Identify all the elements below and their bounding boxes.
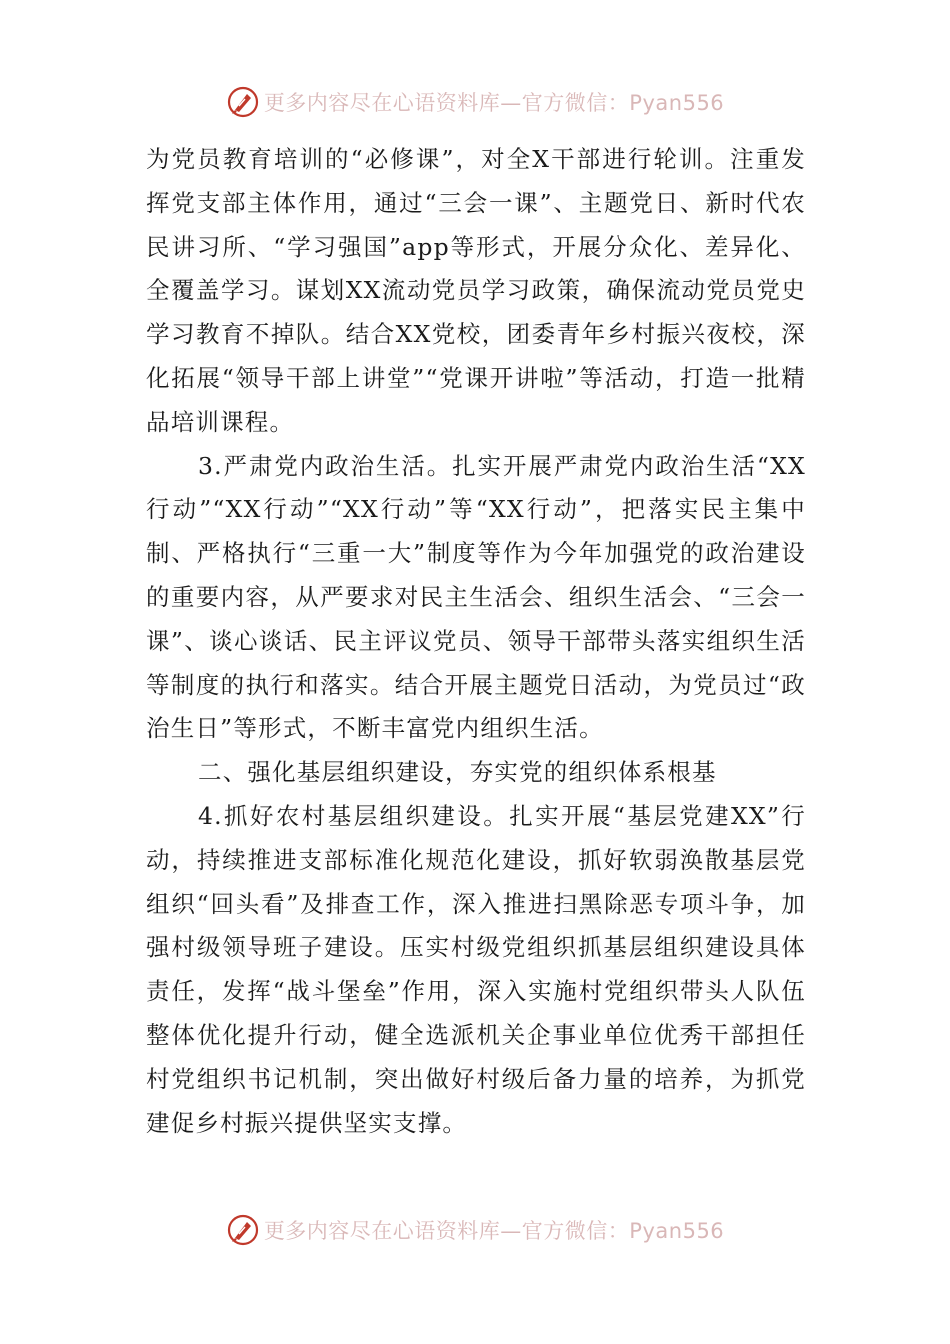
document-body: [146, 138, 806, 1145]
paragraph-training: 为党员教育培训的“必修课”，对全X干部进行轮训。注重发挥党支部主体作用，通过“三会一课”、主题党日、新时代农民讲习所、“学习强国”app等形式，开展分众化、差异化、全覆盖学习。谋划XX流动党员学习政策，确保流动党员党史学习教育不掉队。结合XX党校，团委青年乡村振兴夜校，深化拓展“领导干部上讲堂”“党课开讲啦”等活动，打造一批精品培训课程。: [146, 145, 806, 436]
pen-nib-logo-icon: [226, 1213, 260, 1247]
section-heading: 二、强化基层组织建设，夯实党的组织体系根基: [198, 758, 717, 787]
watermark-text: 更多内容尽在心语资料库—官方微信：Pyan556: [263, 91, 725, 115]
paragraph-political-life: 3.严肃党内政治生活。扎实开展严肃党内政治生活“XX行动”“XX行动”“XX行动”等“XX行动”，把落实民主集中制、严格执行“三重一大”制度等作为今年加强党的政治建设的重要内容，从严要求对民主生活会、组织生活会、“三会一课”、谈心谈话、民主评议党员、领导干部带头落实组织生活等制度的执行和落实。结合开展主题党日活动，为党员过“政治生日”等形式，不断丰富党内组织生活。: [146, 451, 806, 743]
pen-nib-logo-icon: [226, 85, 260, 119]
watermark-header: [0, 82, 950, 122]
watermark-footer: [0, 1210, 950, 1250]
paragraph-grassroots: 4.抓好农村基层组织建设。扎实开展“基层党建XX”行动，持续推进支部标准化规范化建设，抓好软弱涣散基层党组织“回头看”及排查工作，深入推进扫黑除恶专项斗争，加强村级领导班子建设。压实村级党组织抓基层组织建设具体责任，发挥“战斗堡垒”作用，深入实施村党组织带头人队伍整体优化提升行动，健全选派机关企事业单位优秀干部担任村党组织书记机制，突出做好村级后备力量的培养，为抓党建促乡村振兴提供坚实支撑。: [146, 801, 806, 1137]
watermark-text: 更多内容尽在心语资料库—官方微信：Pyan556: [263, 1219, 725, 1243]
